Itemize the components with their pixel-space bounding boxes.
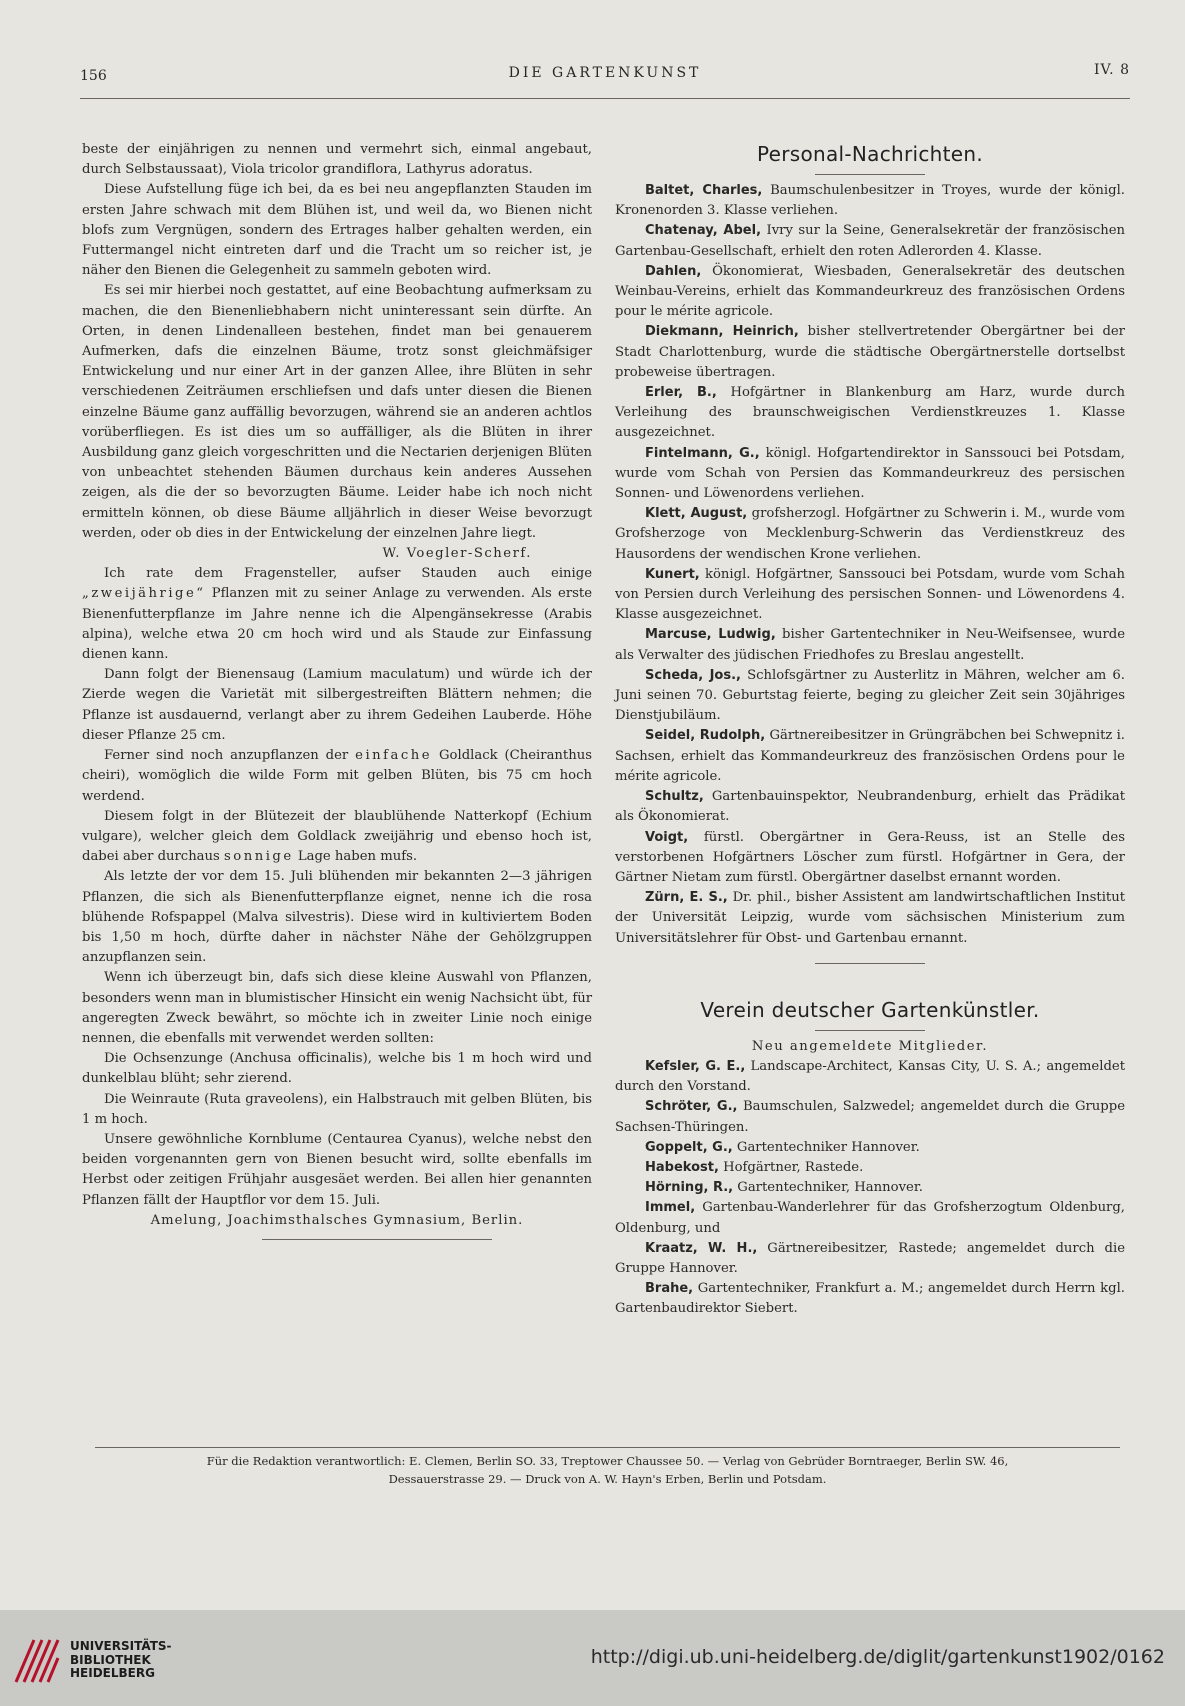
person-name: Schultz, bbox=[645, 789, 704, 805]
paragraph: beste der einjährigen zu nennen und vermehrt sich, einmal angebaut, durch Selbstaussaat), Viola tricolor grandiflora, Lathyrus adoratus. bbox=[82, 142, 592, 178]
text-run: Pflanzen mit zu seiner Anlage zu verwenden. Als erste Bienenfutterpflanze im Jahre nenne ich die Alpengänsekresse (Arabis alpina), welche etwa 20 cm hoch wird und als Staude zur Einfassung dienen kann. bbox=[82, 586, 592, 663]
person-name: Kunert, bbox=[645, 566, 700, 582]
imprint-line: Dessauerstrasse 29. — Druck von A. W. Hayn's Erben, Berlin und Potsdam. bbox=[388, 1472, 827, 1486]
entry-text: Baumschulen, Salzwedel; angemeldet durch die Gruppe Sachsen-Thüringen. bbox=[615, 1099, 1125, 1135]
members-subtitle: Neu angemeldete Mitglieder. bbox=[751, 1038, 989, 1054]
news-entry bbox=[615, 1158, 1125, 1178]
paragraph: Die Weinraute (Ruta graveolens), ein Halbstrauch mit gelben Blüten, bis 1 m hoch. bbox=[82, 1091, 592, 1127]
person-name: Marcuse, Ludwig, bbox=[645, 627, 776, 643]
journal-title: DIE GARTENKUNST bbox=[508, 65, 702, 81]
person-name: Kefsler, G. E., bbox=[645, 1058, 746, 1074]
entry-text: königl. Hofgärtner, Sanssouci bei Potsdam, wurde vom Schah von Persien durch Verleihung des persischen Sonnen- und Löwenordens 4. Klasse ausgezeichnet. bbox=[615, 566, 1125, 623]
news-entry bbox=[615, 1057, 1125, 1097]
text-run: Ferner sind noch anzupflanzen der bbox=[104, 748, 356, 764]
entry-text: Dr. phil., bisher Assistent am landwirtschaftlichen Institut der Universität Leipzig, wurde vom sächsischen Ministerium zum Universitätslehrer für Obst- und Gartenbau ernannt. bbox=[615, 890, 1125, 946]
paragraph: Als letzte der vor dem 15. Juli blühenden mir bekannten 2—3 jährigen Pflanzen, die sich als Bienenfutterpflanze eignet, nenne ich die rosa blühende Rofspappel (Malva silvestris). Diese wird in kultiviertem Boden bis 1,50 m hoch, dürfte daher in nächster Nähe der Gehölzgruppen anzupflanzen sein. bbox=[82, 869, 592, 966]
entry-text: bisher stellvertretender Obergärtner bei der Stadt Charlottenburg, wurde die städtische Obergärtnerstelle dortselbst probeweise übertragen. bbox=[615, 324, 1125, 380]
entry-text: Gartentechniker, Frankfurt a. M.; angemeldet durch Herrn kgl. Gartenbaudirektor Siebert. bbox=[615, 1281, 1125, 1317]
entry-text: königl. Hofgartendirektor in Sanssouci bei Potsdam, wurde vom Schah von Persien das Kommandeurkreuz des persischen Sonnen- und Löwenordens verliehen. bbox=[615, 445, 1125, 502]
person-name: Zürn, E. S., bbox=[645, 890, 728, 906]
imprint-footer bbox=[95, 1452, 1120, 1488]
footer-rule bbox=[95, 1447, 1120, 1448]
library-bar bbox=[0, 1610, 1185, 1706]
entry-text: Gartentechniker, Hannover. bbox=[733, 1180, 923, 1196]
emphasis: sonnige bbox=[224, 849, 294, 865]
section-rule bbox=[815, 963, 925, 964]
paragraph bbox=[82, 807, 592, 868]
news-entry bbox=[615, 262, 1125, 323]
paragraph: Die Ochsenzunge (Anchusa officinalis), welche bis 1 m hoch wird und dunkelblau blüht; sehr zierend. bbox=[82, 1051, 592, 1087]
text-run: Diesem folgt in der Blütezeit der blaublühende Natterkopf (Echium vulgare), welcher gleich dem Goldlack zweijährig und ebenso hoch ist, dabei aber durchaus bbox=[82, 808, 592, 865]
entry-text: fürstl. Obergärtner in Gera-Reuss, ist an Stelle des verstorbenen Hofgärtners Löscher zum fürstl. Hofgärtner in Gera, der Gärtner Nietam zum fürstl. Obergärtner daselbst ernannt worden. bbox=[615, 829, 1125, 885]
news-entry bbox=[615, 828, 1125, 889]
entry-text: Landscape-Architect, Kansas City, U. S. A.; angemeldet durch den Vorstand. bbox=[615, 1058, 1125, 1095]
library-name-line: UNIVERSITÄTS- bbox=[70, 1639, 172, 1653]
person-name: Kraatz, W. H., bbox=[645, 1240, 758, 1256]
news-entry bbox=[615, 666, 1125, 727]
personal-news-list bbox=[615, 181, 1125, 949]
entry-text: Gartenbauinspektor, Neubrandenburg, erhielt das Prädikat als Ökonomierat. bbox=[615, 789, 1125, 825]
personal-news-title: Personal-Nachrichten. bbox=[756, 142, 984, 166]
text-run: Goldlack (Cheiranthus cheiri), womöglich die wilde Form mit gelben Blüten, bis 75 cm hoch werdend. bbox=[82, 748, 592, 804]
paragraph bbox=[82, 564, 592, 665]
imprint-line: Für die Redaktion verantwortlich: E. Clemen, Berlin SO. 33, Treptower Chaussee 50. — Verlag von Gebrüder Borntraeger, Berlin SW. 46, bbox=[206, 1454, 1009, 1468]
news-entry bbox=[615, 322, 1125, 383]
person-name: Seidel, Rudolph, bbox=[645, 728, 766, 744]
library-name-line: BIBLIOTHEK bbox=[70, 1652, 151, 1667]
news-entry bbox=[615, 1198, 1125, 1238]
news-entry bbox=[615, 1279, 1125, 1319]
spacer bbox=[615, 970, 1125, 996]
person-name: Klett, August, bbox=[645, 506, 748, 522]
paragraph: Diese Aufstellung füge ich bei, da es bei neu angepflanzten Stauden im ersten Jahre schwach mit dem Blühen ist, und weil da, wo Bienen nicht blofs zum Vergnügen, sondern des Ertrages halber gehalten werden, ein Futtermangel nicht eintreten darf und die Tracht um so reicher ist, je näher den Bienen die Gelegenheit zu sammeln geboten wird. bbox=[82, 182, 592, 279]
news-entry bbox=[615, 1138, 1125, 1158]
page-number: 156 bbox=[80, 68, 107, 84]
signature: W. Voegler-Scherf. bbox=[382, 546, 532, 562]
library-name-line: HEIDELBERG bbox=[70, 1666, 155, 1680]
text-run: Lage haben mufs. bbox=[293, 849, 418, 865]
entry-text: Ökonomierat, Wiesbaden, Generalsekretär des deutschen Weinbau-Vereins, erhielt das Kommandeurkreuz des französischen Ordens pour le mérite agricole. bbox=[615, 263, 1125, 320]
header-rule bbox=[80, 98, 1130, 99]
news-entry bbox=[615, 888, 1125, 949]
person-name: Erler, B., bbox=[645, 385, 717, 401]
verein-title: Verein deutscher Gartenkünstler. bbox=[700, 997, 1040, 1022]
heidelberg-library-logo-icon[interactable] bbox=[12, 1636, 62, 1686]
entry-text: Gartentechniker Hannover. bbox=[732, 1139, 920, 1155]
news-entry bbox=[615, 787, 1125, 827]
library-name[interactable] bbox=[70, 1640, 172, 1681]
entry-text: Hofgärtner, Rastede. bbox=[718, 1159, 864, 1175]
paragraph: Unsere gewöhnliche Kornblume (Centaurea Cyanus), welche nebst den beiden vorgenannten gern von Bienen besucht wird, sollte ebenfalls im Herbst oder zeitigen Frühjahr ausgesäet werden. Bei allen hier genannten Pflanzen fällt der Hauptflor vor dem 15. Juli. bbox=[82, 1131, 592, 1208]
entry-text: Gartenbau-Wanderlehrer für das Grofsherzogtum Oldenburg, Oldenburg, und bbox=[615, 1200, 1125, 1236]
person-name: Scheda, Jos., bbox=[645, 667, 741, 683]
right-column bbox=[615, 140, 1125, 1320]
entry-text: Baumschulenbesitzer in Troyes, wurde der königl. Kronenorden 3. Klasse verliehen. bbox=[615, 183, 1125, 219]
news-entry bbox=[615, 504, 1125, 565]
person-name: Habekost, bbox=[645, 1159, 719, 1175]
person-name: Immel, bbox=[645, 1200, 696, 1216]
news-entry bbox=[615, 383, 1125, 444]
paragraph: Wenn ich überzeugt bin, dafs sich diese kleine Auswahl von Pflanzen, besonders wenn man in blumistischer Hinsicht ein wenig Nachsicht übt, für angeregten Zweck bewährt, so möchte ich in zweiter Linie noch einige nennen, die ebenfalls mit verwendet werden sollten: bbox=[82, 970, 592, 1046]
person-name: Diekmann, Heinrich, bbox=[645, 324, 799, 340]
entry-text: Gärtnereibesitzer in Grüngräbchen bei Schwepnitz i. Sachsen, erhielt das Kommandeurkreuz des französischen Ordens pour le mérite agricole. bbox=[615, 728, 1125, 784]
news-entry bbox=[615, 625, 1125, 665]
entry-text: Hofgärtner in Blankenburg am Harz, wurde durch Verleihung des braunschweigischen Verdienstkreuzes 1. Klasse ausgezeichnet. bbox=[615, 385, 1125, 441]
entry-text: Ivry sur la Seine, Generalsekretär der französischen Gartenbau-Gesellschaft, erhielt den roten Adlerorden 4. Klasse. bbox=[615, 223, 1125, 259]
person-name: Chatenay, Abel, bbox=[645, 223, 762, 239]
news-entry bbox=[615, 565, 1125, 626]
page-header bbox=[80, 62, 1130, 92]
entry-text: Gärtnereibesitzer, Rastede; angemeldet durch die Gruppe Hannover. bbox=[615, 1240, 1126, 1276]
title-rule bbox=[815, 174, 925, 175]
paragraph: Dann folgt der Bienensaug (Lamium maculatum) und würde ich der Zierde wegen die Varietät mit silbergestreiften Blättern nehmen; die Pflanze ist ausdauernd, verlangt aber zu ihrem Gedeihen Lauberde. Höhe dieser Pflanze 25 cm. bbox=[82, 667, 592, 743]
title-rule bbox=[815, 1030, 925, 1031]
person-name: Schröter, G., bbox=[645, 1099, 738, 1115]
news-entry bbox=[615, 181, 1125, 221]
entry-text: bisher Gartentechniker in Neu-Weifsensee, wurde als Verwalter des jüdischen Friedhofes zu Breslau angestellt. bbox=[615, 627, 1125, 663]
entry-text: Schlofsgärtner zu Austerlitz in Mähren, welcher am 6. Juni seinen 70. Geburtstag feierte, beging zu gleicher Zeit sein 30jähriges Dienstjubiläum. bbox=[615, 667, 1125, 724]
person-name: Goppelt, G., bbox=[645, 1139, 733, 1155]
paragraph bbox=[82, 746, 592, 807]
person-name: Fintelmann, G., bbox=[645, 445, 760, 461]
entry-text: grofsherzogl. Hofgärtner zu Schwerin i. M., wurde vom Grofsherzoge von Mecklenburg-Schwerin das Verdienstkreuz des Hausordens der wendischen Krone verliehen. bbox=[615, 506, 1125, 562]
permalink-url[interactable]: http://digi.ub.uni-heidelberg.de/diglit/gartenkunst1902/0162 bbox=[590, 1646, 1165, 1668]
issue-number: IV. 8 bbox=[1093, 62, 1130, 78]
person-name: Hörning, R., bbox=[645, 1180, 734, 1196]
news-entry bbox=[615, 221, 1125, 261]
text-run: Ich rate dem Fragensteller, aufser Stauden auch einige bbox=[104, 566, 592, 582]
emphasis: einfache bbox=[355, 748, 433, 764]
emphasis: „zweijährige“ bbox=[82, 586, 206, 602]
person-name: Dahlen, bbox=[645, 263, 702, 279]
person-name: Voigt, bbox=[645, 829, 689, 845]
person-name: Brahe, bbox=[645, 1281, 694, 1297]
news-entry bbox=[615, 726, 1125, 787]
signature: Amelung, Joachimsthalsches Gymnasium, Berlin. bbox=[150, 1212, 524, 1228]
person-name: Baltet, Charles, bbox=[645, 183, 763, 198]
news-entry bbox=[615, 1239, 1125, 1279]
section-rule bbox=[262, 1239, 492, 1240]
news-entry bbox=[615, 1097, 1125, 1137]
paragraph: Es sei mir hierbei noch gestattet, auf eine Beobachtung aufmerksam zu machen, die den Bienenliebhabern nicht uninteressant sein dürfte. An Orten, in denen Lindenalleen bestehen, findet man bei genauerem Aufmerken, dafs die einzelnen Bäume, trotz sonst gleichmäfsiger Entwickelung und nur einer Art in der ganzen Allee, ihre Blüten in sehr verschiedenen Zeiträumen erschliefsen und dafs unter diesen die Bienen einzelne Bäume ganz auffällig bevorzugen, während sie an anderen achtlos vorüberfliegen. Es ist dies um so auffälliger, als die Blüten in ihrer Ausbildung ganz gleich vorgeschritten und die Nectarien derjenigen Blüten von unbeachtet stehenden Bäumen durchaus kein anderes Aussehen zeigen, als die der so bevorzugten Bäume. Leider habe ich noch nicht ermitteln können, ob diese Bäume alljährlich in dieser Weise bevorzugt werden, oder ob dies in der Entwickelung der einzelnen Jahre liegt. bbox=[82, 283, 592, 541]
members-list bbox=[615, 1057, 1125, 1320]
news-entry bbox=[615, 1178, 1125, 1198]
left-column bbox=[82, 140, 592, 1240]
news-entry bbox=[615, 444, 1125, 505]
